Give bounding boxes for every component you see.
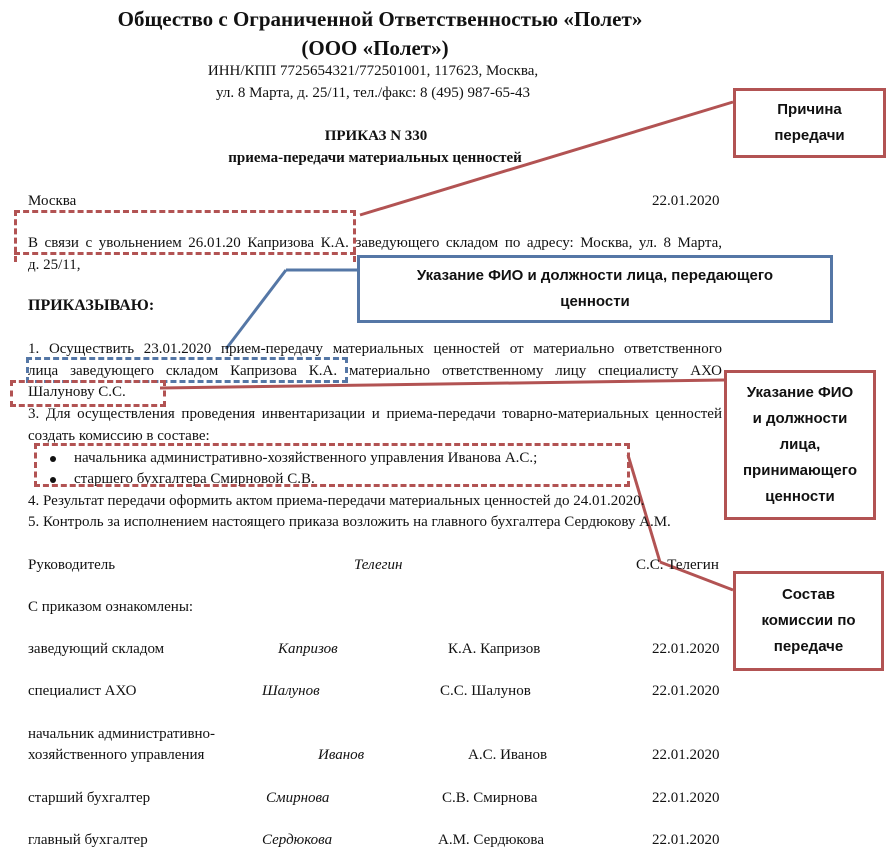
- p3-line2: создать комиссию в составе:: [28, 428, 210, 444]
- commission-highlight: [34, 443, 630, 487]
- company-name: Общество с Ограниченной Ответственностью «Полет»: [117, 7, 643, 31]
- callout-reason-line1: Причина: [777, 101, 842, 118]
- callout-giver-line2: ценности: [560, 293, 630, 310]
- company-address-line1: ИНН/КПП 7725654321/772501001, 117623, Москва,: [207, 63, 539, 79]
- order-date: 22.01.2020: [652, 193, 720, 209]
- member1-text: начальника административно-хозяйственного управления Иванова А.С.;: [74, 450, 538, 466]
- p1-line3: Шалунову С.С.: [28, 384, 126, 400]
- head-name: С.С. Телегин: [636, 557, 719, 573]
- row1-signature: Капризов: [278, 641, 338, 657]
- row5-date: 22.01.2020: [652, 832, 720, 848]
- callout-giver: [357, 255, 833, 323]
- row1-position: заведующий складом: [28, 641, 165, 657]
- callout-receiver-line3: лица,: [779, 436, 821, 453]
- row2-signature: Шалунов: [262, 683, 320, 699]
- row3-signature: Иванов: [318, 747, 365, 763]
- order-title: ПРИКАЗ N 330: [324, 128, 428, 144]
- head-signature: Телегин: [354, 557, 403, 573]
- member2-text: старшего бухгалтера Смирновой С.В.: [74, 471, 315, 487]
- reason-line1: В связи с увольнением 26.01.20 Капризова К.А. заведующего складом по адресу: Москва, ул. 8 Марта,: [28, 235, 722, 251]
- order-subtitle: приема-передачи материальных ценностей: [228, 150, 522, 166]
- callout-commission-line3: передаче: [773, 638, 844, 655]
- row4-signature: Смирнова: [266, 790, 330, 806]
- head-label: Руководитель: [28, 557, 116, 573]
- p1-line2: лица заведующего складом Капризова К.А. материально ответственному лицу специалисту АХО: [28, 363, 722, 379]
- row5-signature: Сердюкова: [262, 832, 333, 848]
- p3-line1: 3. Для осуществления проведения инвентаризации и приема-передачи товарно-материальных ценностей: [28, 406, 722, 422]
- callout-reason: [733, 88, 886, 158]
- p1-line1: 1. Осуществить 23.01.2020 прием-передачу материальных ценностей от материально ответственного: [28, 341, 722, 357]
- row5-name: А.М. Сердюкова: [438, 832, 544, 848]
- company-short-name: (ООО «Полет»): [301, 36, 449, 60]
- row4-date: 22.01.2020: [652, 790, 720, 806]
- p5: 5. Контроль за исполнением настоящего приказа возложить на главного бухгалтера Сердюкову А.М.: [28, 514, 671, 530]
- acquainted-label: С приказом ознакомлены:: [28, 599, 194, 615]
- row1-date: 22.01.2020: [652, 641, 720, 657]
- callout-receiver-line2: и должности: [752, 410, 848, 427]
- receiver-highlight: [10, 380, 166, 407]
- row3-position-line2: хозяйственного управления: [28, 747, 205, 763]
- callout-receiver-line1: Указание ФИО: [746, 384, 854, 401]
- row2-position: специалист АХО: [28, 683, 137, 699]
- order-city: Москва: [28, 193, 77, 209]
- reason-highlight-bottom: [14, 252, 356, 255]
- callout-reason-line2: передачи: [774, 127, 845, 144]
- company-address-line2: ул. 8 Марта, д. 25/11, тел./факс: 8 (495) 987-65-43: [216, 85, 530, 101]
- row3-name: А.С. Иванов: [468, 747, 548, 763]
- callout-receiver-line4: принимающего: [743, 462, 857, 479]
- row4-position: старший бухгалтер: [28, 790, 151, 806]
- callout-commission-line1: Состав: [781, 586, 836, 603]
- order-word: ПРИКАЗЫВАЮ:: [28, 297, 155, 314]
- callout-commission: [733, 571, 884, 671]
- row3-position-line1: начальник административно-: [28, 726, 216, 742]
- callout-commission-line2: комиссии по: [761, 612, 856, 629]
- giver-connector-d: [226, 270, 286, 349]
- reason-line2: д. 25/11,: [28, 257, 81, 273]
- callout-receiver: [724, 370, 876, 520]
- row5-position: главный бухгалтер: [28, 832, 148, 848]
- row3-date: 22.01.2020: [652, 747, 720, 763]
- p4: 4. Результат передачи оформить актом приема-передачи материальных ценностей до 24.01.2020.: [28, 493, 645, 509]
- callout-receiver-line5: ценности: [765, 488, 835, 505]
- row2-name: С.С. Шалунов: [440, 683, 531, 699]
- callout-giver-line1: Указание ФИО и должности лица, передающего: [416, 267, 774, 284]
- row2-date: 22.01.2020: [652, 683, 720, 699]
- row4-name: С.В. Смирнова: [442, 790, 538, 806]
- row1-name: К.А. Капризов: [448, 641, 541, 657]
